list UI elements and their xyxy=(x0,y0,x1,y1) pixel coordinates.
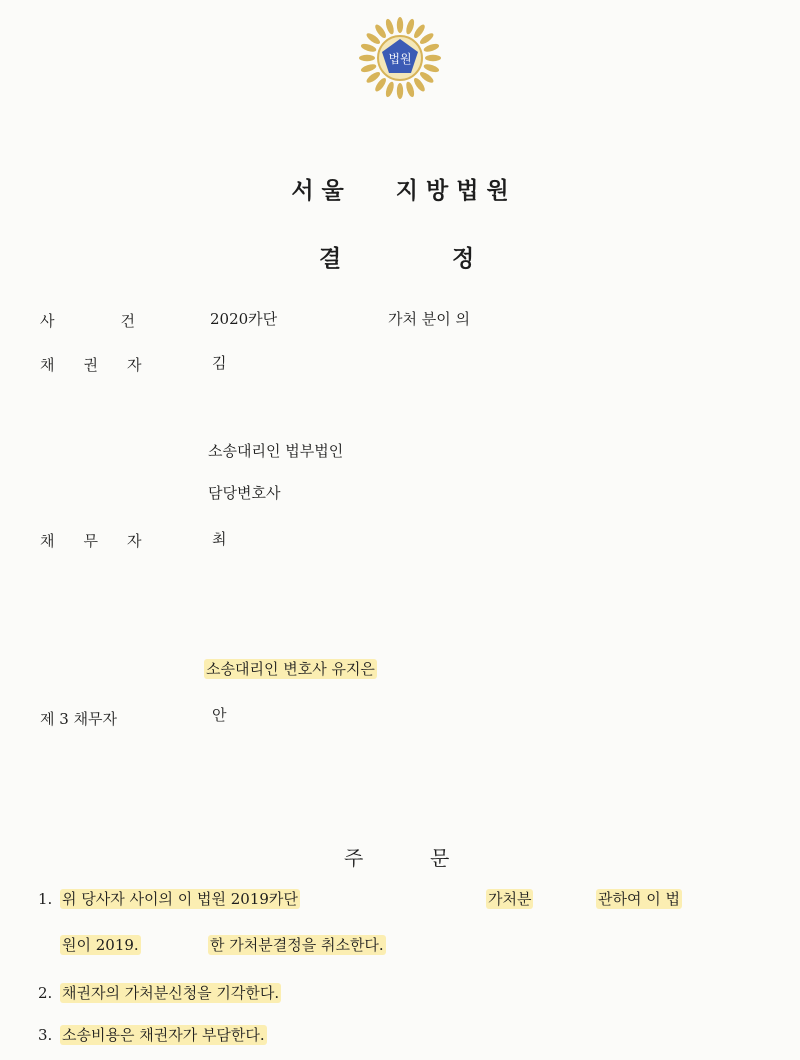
order-item-1-seg3-text: 관하여 이 법 xyxy=(598,890,680,908)
court-name xyxy=(0,172,800,205)
debtor-representative-text: 소송대리인 변호사 유지은 xyxy=(206,660,375,678)
emblem-petal xyxy=(359,55,375,61)
debtor-label-char: 무 xyxy=(83,532,98,550)
order-item-3 xyxy=(60,1024,267,1045)
debtor-name: 최 xyxy=(212,530,227,548)
creditor-label-char: 채 xyxy=(40,356,55,374)
emblem-petal xyxy=(425,55,441,61)
order-item-2 xyxy=(60,982,281,1003)
emblem-petal xyxy=(405,18,416,35)
emblem-petal xyxy=(384,81,395,98)
order-item-2-text: 채권자의 가처분신청을 기각한다. xyxy=(62,984,280,1002)
order-item-3-text: 소송비용은 채권자가 부담한다. xyxy=(62,1026,265,1044)
creditor-name: 김 xyxy=(212,354,227,372)
order-item-1-seg2-text: 가처분 xyxy=(488,890,532,908)
doc-type-part2: 정 xyxy=(452,246,475,272)
debtor-label-char: 채 xyxy=(40,532,55,550)
emblem-petal xyxy=(360,42,377,53)
case-label-char: 건 xyxy=(120,312,135,330)
order-item-2-number: 2. xyxy=(38,984,53,1002)
creditor-representative: 소송대리인 법부법인 xyxy=(208,442,344,460)
order-heading-part1: 주 xyxy=(344,846,364,870)
court-name-part2: 지 방 법 원 xyxy=(395,178,509,204)
creditor-label-char: 권 xyxy=(83,356,98,374)
case-number: 2020카단 xyxy=(210,310,278,328)
debtor-label-char: 자 xyxy=(127,532,142,550)
order-item-1-seg1-text: 위 당사자 사이의 이 법원 2019카단 xyxy=(62,890,298,908)
doc-type-part1: 결 xyxy=(319,246,342,272)
third-debtor-name: 안 xyxy=(212,706,227,724)
case-label xyxy=(40,310,135,331)
order-item-1-seg4-text: 원이 2019. xyxy=(62,936,139,954)
emblem-petal xyxy=(397,17,403,33)
third-debtor-label: 제 3 채무자 xyxy=(40,710,118,728)
creditor-attorney: 담당변호사 xyxy=(208,484,281,502)
emblem-petal xyxy=(360,63,377,74)
creditor-label xyxy=(40,354,142,375)
order-item-3-number: 3. xyxy=(38,1026,53,1044)
order-heading-part2: 문 xyxy=(430,846,450,870)
case-name: 가처 분이 의 xyxy=(388,310,470,328)
creditor-label-char: 자 xyxy=(127,356,142,374)
court-name-part1: 서 울 xyxy=(291,178,344,204)
court-emblem-icon xyxy=(355,10,445,100)
order-item-1-seg1 xyxy=(60,888,300,909)
debtor-label xyxy=(40,530,142,551)
emblem-petal xyxy=(423,42,440,53)
order-item-1-seg4 xyxy=(60,934,141,955)
emblem-petal xyxy=(423,63,440,74)
debtor-representative xyxy=(204,658,377,679)
order-item-1-seg5 xyxy=(208,934,386,955)
emblem-petal xyxy=(405,81,416,98)
emblem-text: 법원 xyxy=(388,52,412,66)
emblem-petal xyxy=(397,83,403,99)
order-item-1-seg3 xyxy=(596,888,682,909)
order-item-1-number: 1. xyxy=(38,890,53,908)
order-item-1-seg2 xyxy=(486,888,533,909)
order-item-1-seg5-text: 한 가처분결정을 취소한다. xyxy=(210,936,384,954)
case-label-char: 사 xyxy=(40,312,55,330)
emblem-petal xyxy=(384,18,395,35)
